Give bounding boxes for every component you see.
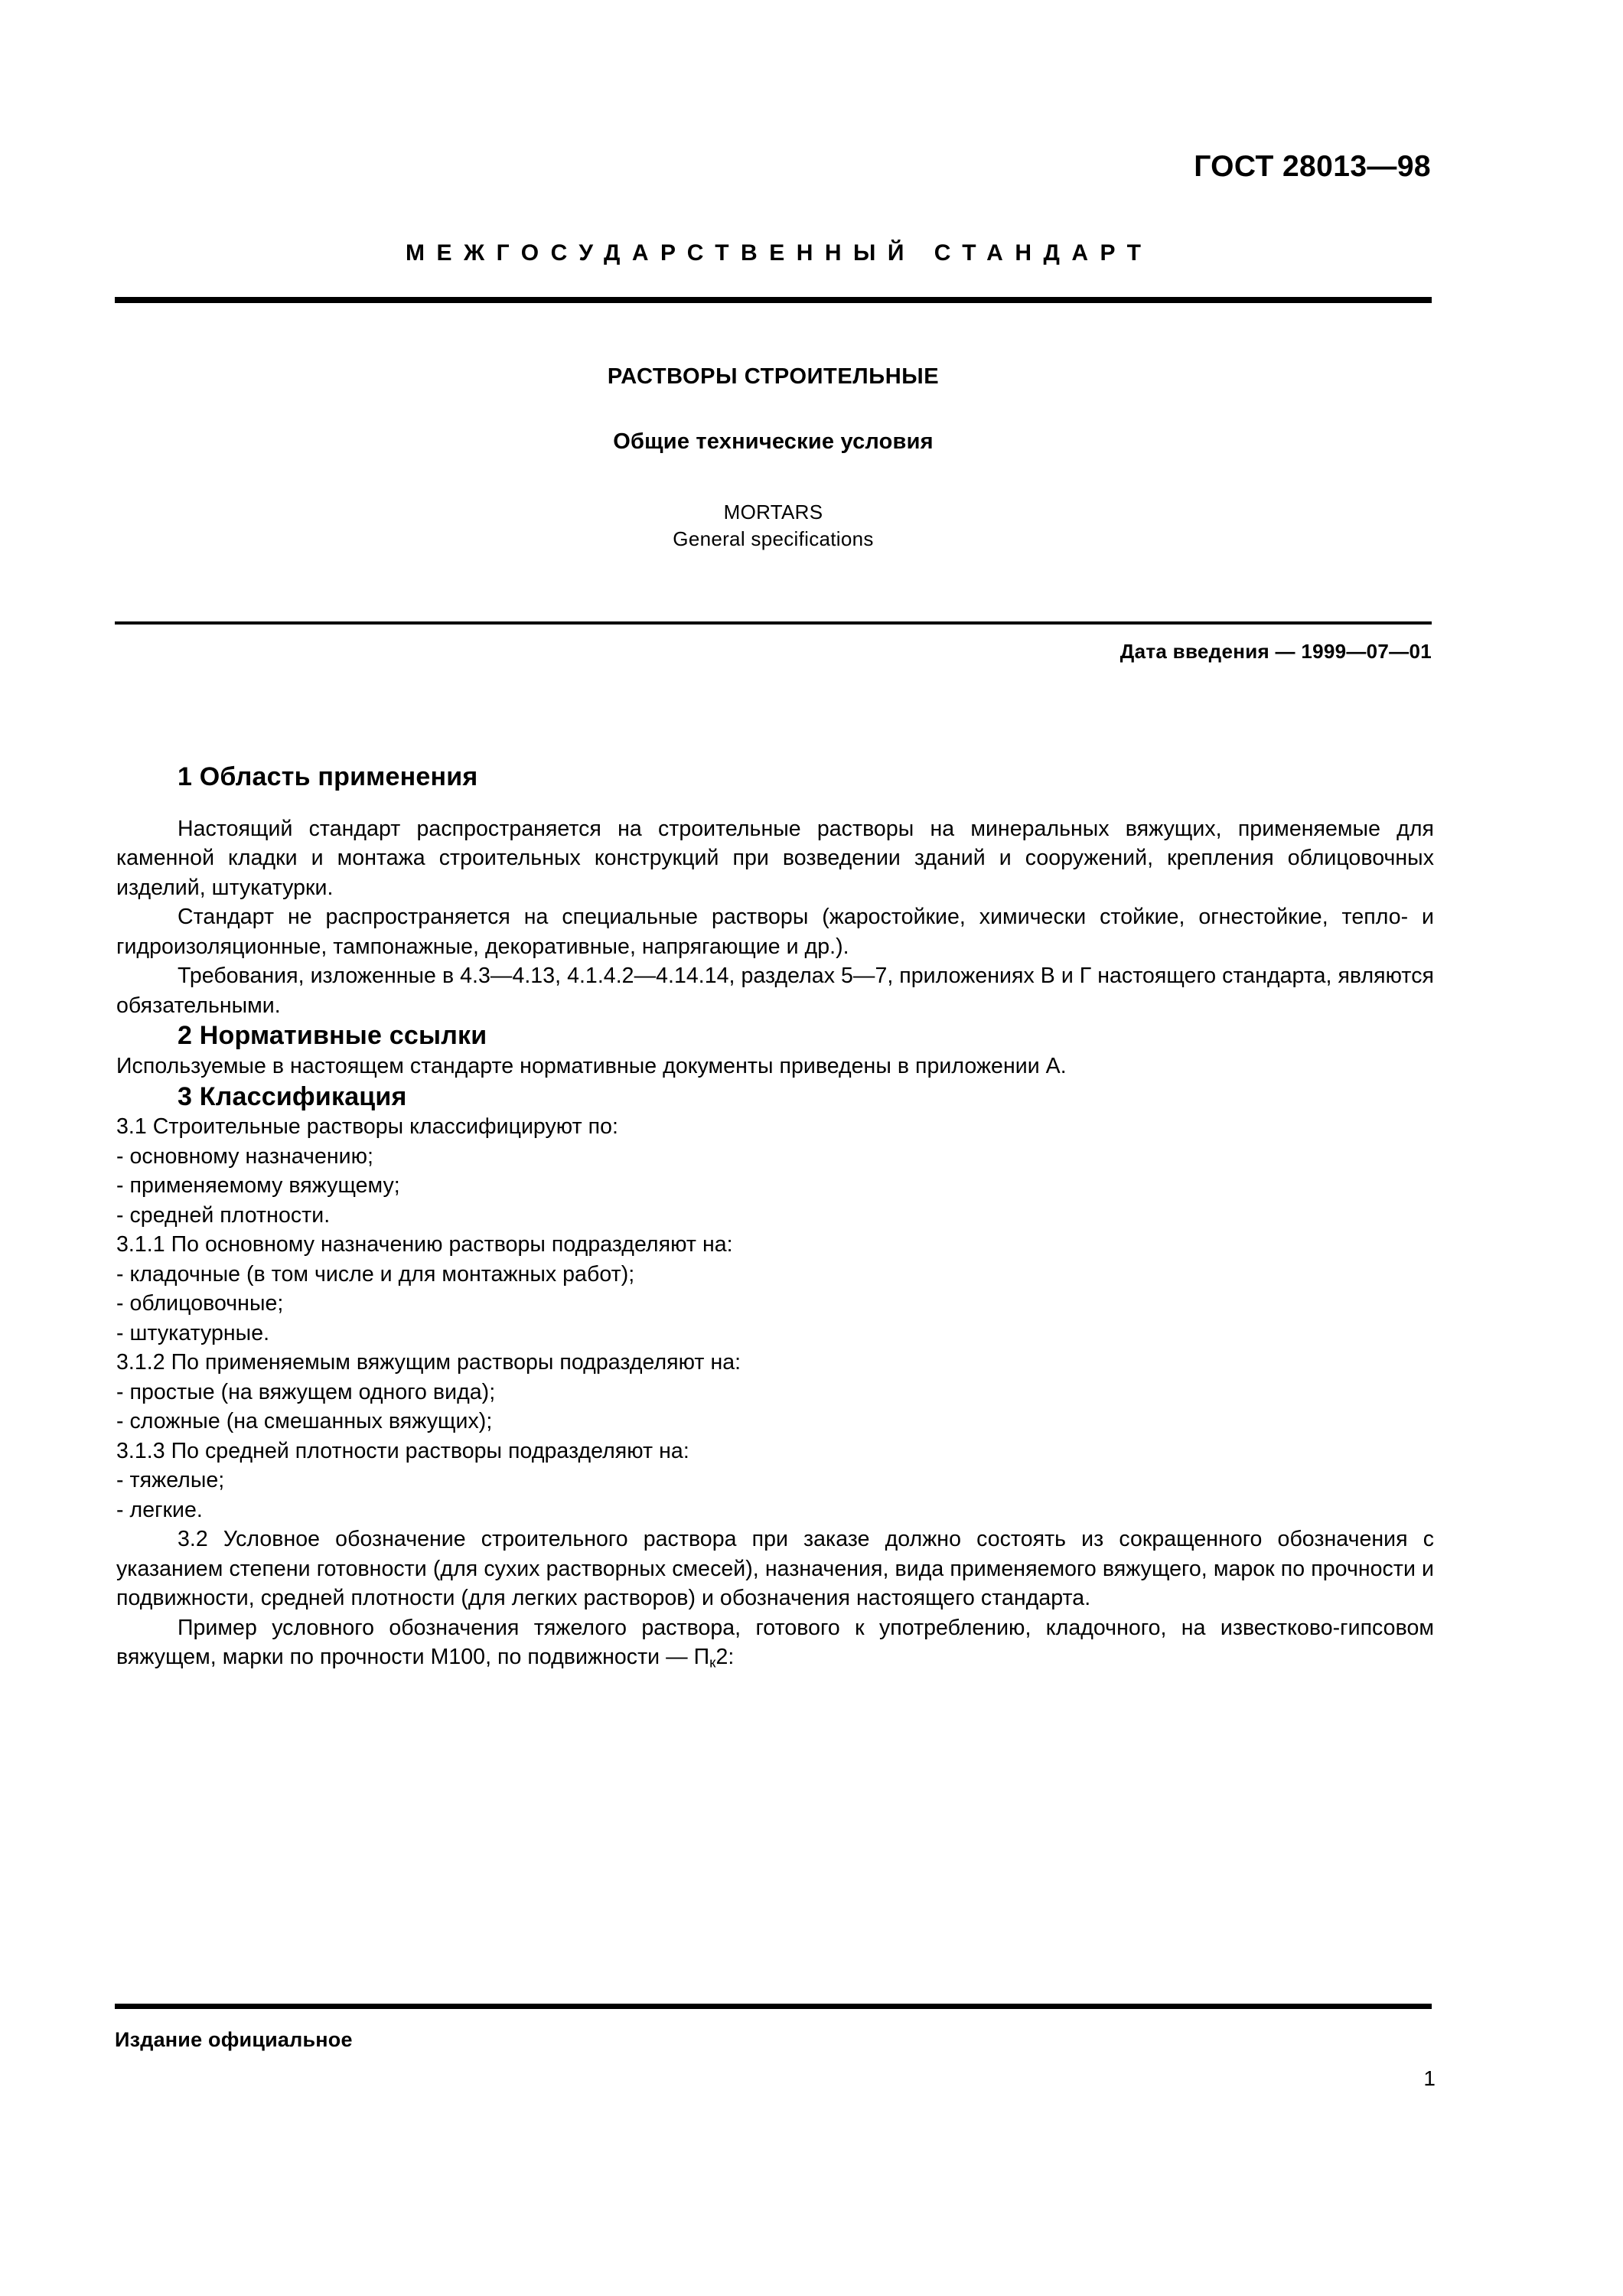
clause-3-1: 3.1 Строительные растворы классифицируют по: (116, 1114, 619, 1140)
header-rule-thick (115, 297, 1432, 303)
list-item: - средней плотности. (116, 1202, 331, 1228)
document-title-ru: РАСТВОРЫ СТРОИТЕЛЬНЫЕ (607, 364, 940, 389)
standard-type-label: МЕЖГОСУДАРСТВЕННЫЙ СТАНДАРТ (406, 240, 1153, 266)
clause-3-1-2: 3.1.2 По применяемым вяжущим растворы подразделяют на: (116, 1350, 741, 1375)
document-subtitle-en: General specifications (673, 527, 874, 550)
list-item: - сложные (на смешанных вяжущих); (116, 1409, 493, 1434)
introduction-date: Дата введения — 1999—07—01 (1119, 640, 1432, 663)
list-item: - штукатурные. (116, 1320, 270, 1345)
edition-note: Издание официальное (115, 2028, 353, 2051)
list-item: - простые (на вяжущем одного вида); (116, 1379, 496, 1404)
document-subtitle-ru: Общие технические условия (613, 429, 934, 454)
list-item: - применяемому вяжущему; (116, 1173, 400, 1199)
example-text-before: Пример условного обозначения тяжелого раствора, готового к употреблению, кладочного, на известково-гипсовом вяжущем, марки по прочности М100, по подвижности — П (116, 1615, 1434, 1670)
section-heading-scope: 1 Область применения (178, 762, 478, 791)
page-number: 1 (1423, 2066, 1436, 2090)
intro-date-rule-thin (115, 621, 1432, 625)
clause-3-1-1: 3.1.1 По основному назначению растворы подразделяют на: (116, 1232, 733, 1257)
scope-paragraph-3: Требования, изложенные в 4.3—4.13, 4.1.4.2—4.14.14, разделах 5—7, приложениях В и Г настоящего стандарта, являются обязательными. (116, 964, 1434, 1018)
list-item: - основному назначению; (116, 1143, 374, 1169)
section-heading-references: 2 Нормативные ссылки (178, 1021, 487, 1051)
list-item: - тяжелые; (116, 1468, 225, 1493)
clause-3-2-example (116, 1613, 1434, 1672)
section-heading-classification: 3 Классификация (178, 1081, 407, 1111)
list-item: - кладочные (в том числе и для монтажных работ); (116, 1261, 635, 1287)
scope-paragraph-1: Настоящий стандарт распространяется на строительные растворы на минеральных вяжущих, применяемые для каменной кладки и монтажа строительных конструкций при возведении зданий и сооружений, крепления облицовочных изделий, штукатурки. (116, 816, 1434, 900)
example-text-after: 2: (715, 1645, 735, 1670)
footer-rule-thick (115, 2004, 1432, 2009)
document-body (116, 762, 1434, 1672)
list-item: - облицовочные; (116, 1291, 284, 1316)
title-block (115, 329, 1432, 551)
gost-number: ГОСТ 28013—98 (1194, 150, 1431, 183)
references-paragraph-1: Используемые в настоящем стандарте нормативные документы приведены в приложении А. (116, 1054, 1067, 1079)
example-subscript: к (709, 1654, 716, 1671)
list-item: - легкие. (116, 1497, 203, 1522)
document-title-en: MORTARS (723, 501, 823, 523)
clause-3-1-3: 3.1.3 По средней плотности растворы подразделяют на: (116, 1438, 689, 1463)
scope-paragraph-2: Стандарт не распространяется на специальные растворы (жаростойкие, химически стойкие, огнестойкие, тепло- и гидроизоляционные, тампонажные, декоративные, напрягающие и др.). (116, 905, 1434, 959)
clause-3-2: 3.2 Условное обозначение строительного раствора при заказе должно состоять из сокращенного обозначения с указанием степени готовности (для сухих растворных смесей), назначения, вида применяемого вяжущего, марок по прочности и подвижности, средней плотности (для легких растворов) и обозначения настоящего стандарта. (116, 1527, 1434, 1611)
